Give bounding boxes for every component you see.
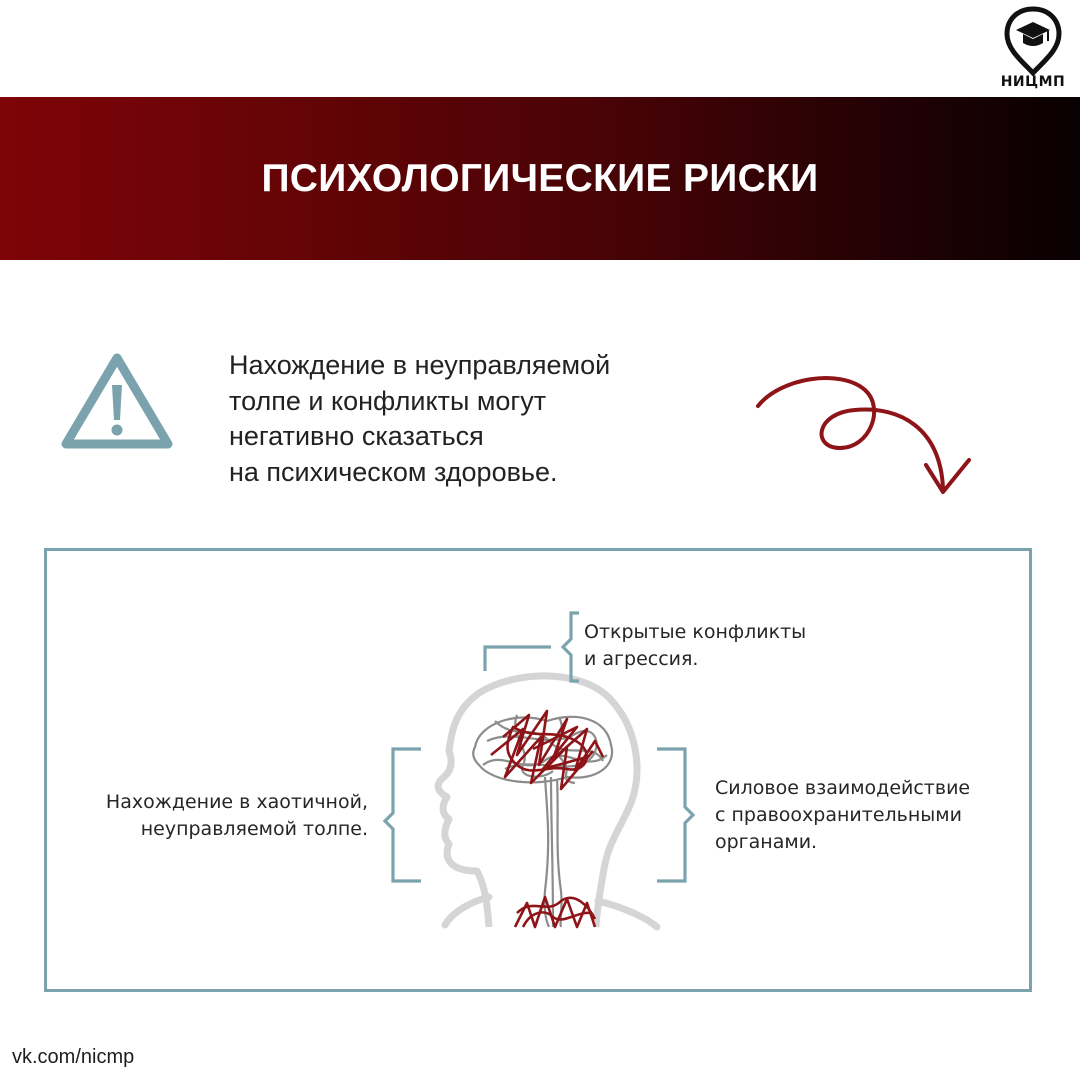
bracket-right: [657, 749, 693, 881]
neck-red-scribble: [515, 897, 595, 927]
label-line: органами.: [715, 831, 818, 853]
head-silhouette: [438, 676, 637, 927]
logo: [994, 6, 1072, 90]
label-chaotic-crowd: [47, 789, 368, 843]
footer-link[interactable]: vk.com/nicmp: [12, 1046, 135, 1068]
bracket-top: [485, 613, 579, 681]
shoulder-right: [598, 901, 657, 927]
bracket-left: [385, 749, 421, 881]
warning-icon: [58, 348, 176, 452]
label-line: Открытые конфликты: [584, 621, 807, 643]
head-diagram: [47, 551, 1032, 992]
curly-arrow-icon: [750, 368, 980, 503]
intro-text: [229, 348, 709, 490]
intro-line: Нахождение в неуправляемой: [229, 350, 611, 380]
label-open-conflicts: [584, 619, 806, 673]
label-line: Нахождение в хаотичной,: [105, 791, 368, 813]
intro-line: негативно сказаться: [229, 421, 484, 451]
label-line: Силовое взаимодействие: [715, 777, 971, 799]
label-line: неуправляемой толпе.: [140, 818, 368, 840]
logo-text: НИЦМП: [1000, 74, 1066, 90]
intro-line: толпе и конфликты могут: [229, 385, 547, 416]
intro-line: на психическом здоровье.: [229, 456, 558, 487]
diagram-panel: [44, 548, 1032, 992]
graduation-cap-pin-icon: [1003, 6, 1063, 76]
label-law-enforcement: [715, 775, 970, 856]
label-line: с правоохранительными: [715, 804, 962, 826]
title-banner: [0, 97, 1080, 260]
label-line: и агрессия.: [584, 648, 699, 670]
page-title: ПСИХОЛОГИЧЕСКИЕ РИСКИ: [261, 157, 819, 200]
shoulder-left: [445, 897, 489, 925]
